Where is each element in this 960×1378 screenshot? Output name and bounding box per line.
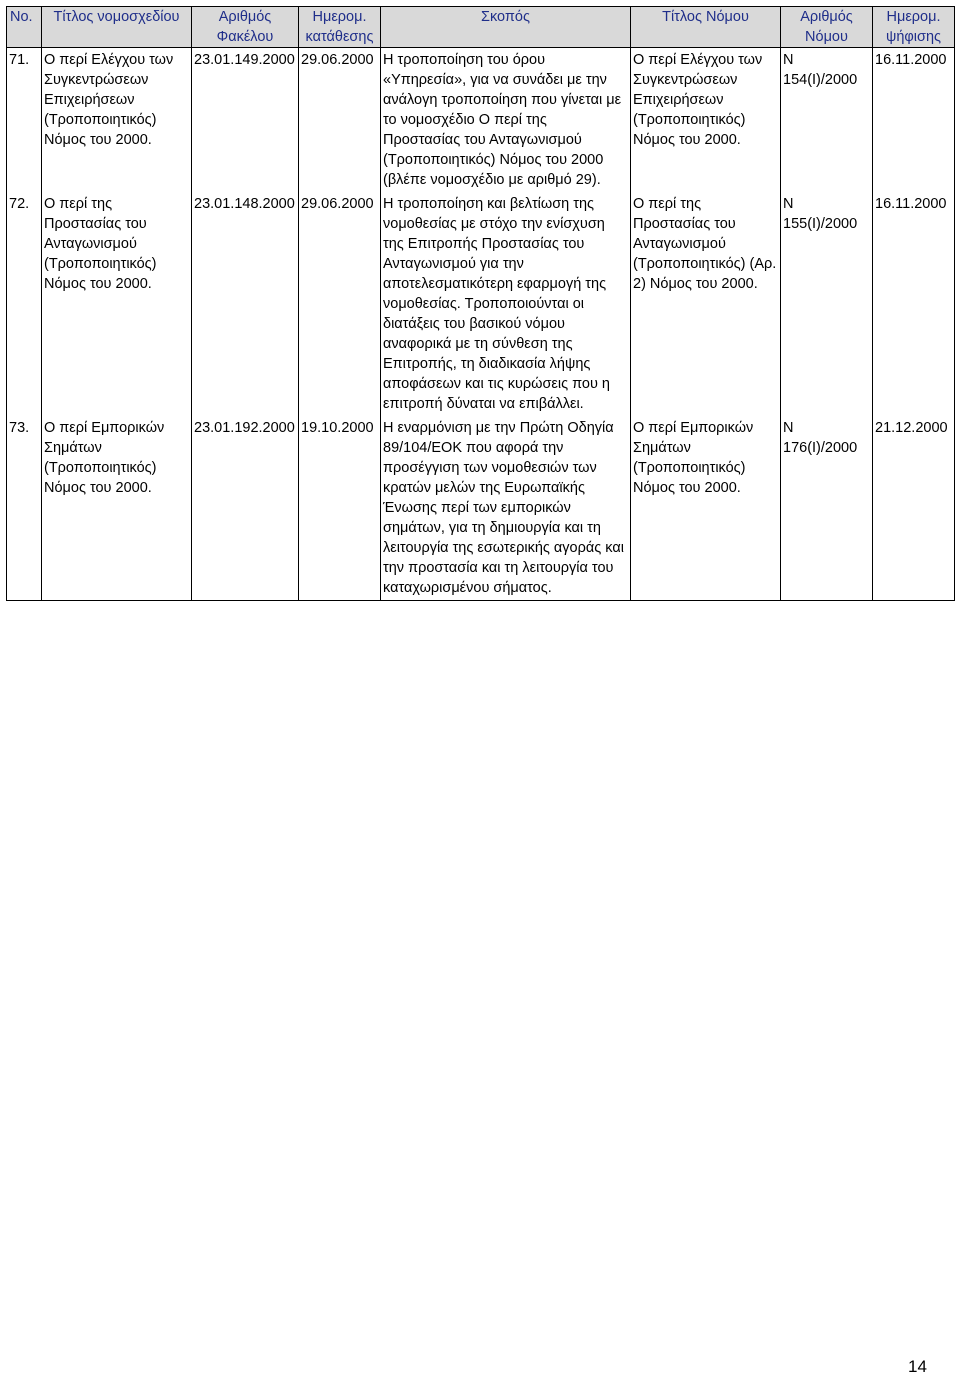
- row-file-no: 23.01.149.2000: [192, 48, 299, 195]
- header-file-no-line1: Αριθμός: [218, 9, 272, 25]
- row-bill-title: Ο περί της Προστασίας του Ανταγωνισμού (Τροποποιητικός) Νόμος του 2000.: [42, 194, 192, 418]
- bills-table: [6, 6, 955, 601]
- header-law-no: [781, 7, 873, 48]
- header-bill-title: Τίτλος νομοσχεδίου: [42, 7, 192, 48]
- header-law-no-line2: Νόμου: [805, 29, 848, 45]
- row-law-title: Ο περί Ελέγχου των Συγκεντρώσεων Επιχειρήσεων (Τροποποιητικός) Νόμος του 2000.: [631, 48, 781, 195]
- row-law-title: Ο περί της Προστασίας του Ανταγωνισμού (Τροποποιητικός) (Αρ. 2) Νόμος του 2000.: [631, 194, 781, 418]
- row-purpose: Η εναρμόνιση με την Πρώτη Οδηγία 89/104/ΕΟΚ που αφορά την προσέγγιση των νομοθεσιών των κρατών μελών της Ευρωπαϊκής Ένωσης περί των εμπορικών σημάτων, για τη δημιουργία και τη λειτουργία της εσωτερικής αγοράς και την προστασία και τη λειτουργία του καταχωρισμένου σήματος.: [381, 418, 631, 601]
- row-vote-date: 16.11.2000: [873, 48, 955, 195]
- table-row: [7, 194, 955, 418]
- row-file-no: 23.01.192.2000: [192, 418, 299, 601]
- row-law-no: Ν 154(Ι)/2000: [781, 48, 873, 195]
- row-law-no: Ν 176(Ι)/2000: [781, 418, 873, 601]
- header-file-no-line2: Φακέλου: [216, 29, 274, 45]
- row-bill-title: Ο περί Ελέγχου των Συγκεντρώσεων Επιχειρήσεων (Τροποποιητικός) Νόμος του 2000.: [42, 48, 192, 195]
- header-filing-date: [299, 7, 381, 48]
- header-filing-date-line1: Ημερομ.: [312, 9, 367, 25]
- row-bill-title: Ο περί Εμπορικών Σημάτων (Τροποποιητικός) Νόμος του 2000.: [42, 418, 192, 601]
- table-row: [7, 48, 955, 195]
- header-vote-date-line2: ψήφισης: [885, 29, 942, 45]
- row-no: 73.: [7, 418, 42, 601]
- row-law-title: Ο περί Εμπορικών Σημάτων (Τροποποιητικός) Νόμος του 2000.: [631, 418, 781, 601]
- row-file-no: 23.01.148.2000: [192, 194, 299, 418]
- table-header-row: [7, 7, 955, 48]
- row-no: 71.: [7, 48, 42, 195]
- row-vote-date: 21.12.2000: [873, 418, 955, 601]
- row-filing-date: 29.06.2000: [299, 48, 381, 195]
- row-vote-date: 16.11.2000: [873, 194, 955, 418]
- row-filing-date: 29.06.2000: [299, 194, 381, 418]
- header-vote-date: [873, 7, 955, 48]
- header-filing-date-line2: κατάθεσης: [305, 29, 374, 45]
- row-law-no: Ν 155(Ι)/2000: [781, 194, 873, 418]
- row-no: 72.: [7, 194, 42, 418]
- table-row: [7, 418, 955, 601]
- row-purpose: Η τροποποίηση και βελτίωση της νομοθεσίας με στόχο την ενίσχυση της Επιτροπής Προστασίας του Ανταγωνισμού για την αποτελεσματικότερη εφαρμογή της νομοθεσίας. Τροποποιούνται οι διατάξεις του βασικού νόμου αναφορικά με τη σύνθεση της Επιτροπής, τη διαδικασία λήψης αποφάσεων και τις κυρώσεις που η επιτροπή δύναται να επιβάλλει.: [381, 194, 631, 418]
- page-number: 14: [908, 1357, 927, 1376]
- header-no: No.: [7, 7, 42, 48]
- header-law-no-line1: Αριθμός: [800, 9, 853, 25]
- header-vote-date-line1: Ημερομ.: [886, 9, 941, 25]
- header-law-title: Τίτλος Νόμου: [631, 7, 781, 48]
- row-filing-date: 19.10.2000: [299, 418, 381, 601]
- header-file-no: [192, 7, 299, 48]
- row-purpose: Η τροποποίηση του όρου «Υπηρεσία», για να συνάδει με την ανάλογη τροποποίηση που γίνεται με το νομοσχέδιο Ο περί της Προστασίας του Ανταγωνισμού (Τροποποιητικός) Νόμος του 2000 (βλέπε νομοσχέδιο με αριθμό 29).: [381, 48, 631, 195]
- header-purpose: Σκοπός: [381, 7, 631, 48]
